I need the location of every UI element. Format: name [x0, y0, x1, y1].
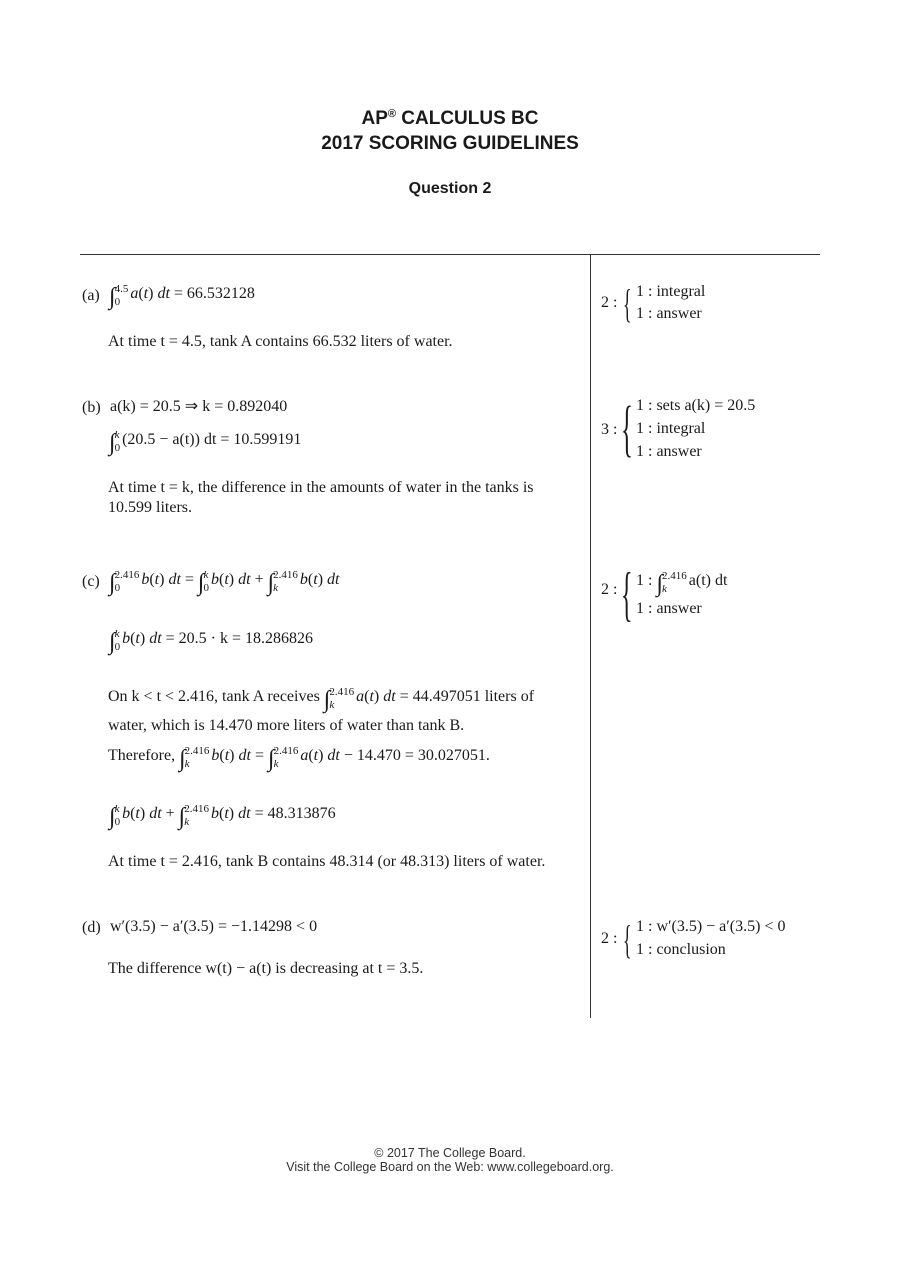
horizontal-divider	[80, 254, 820, 255]
score-c-points: 2 :	[601, 581, 618, 598]
score-d-item-2: 1 : conclusion	[636, 941, 726, 958]
website-line: Visit the College Board on the Web: www.collegeboard.org.	[286, 1160, 614, 1174]
part-b-label: (b)	[82, 399, 101, 416]
guideline-title	[0, 108, 900, 130]
part-c-statement: At time t = 2.416, tank B contains 48.314 (or 48.313) liters of water.	[108, 853, 546, 870]
upper-limit: k	[114, 429, 120, 441]
part-b-statement-line-1: At time t = k, the difference in the amounts of water in the tanks is	[108, 479, 534, 496]
part-d-equation: w′(3.5) − a′(3.5) = −1.14298 < 0	[110, 918, 318, 935]
lower-limit: k	[662, 583, 667, 595]
part-c-equation-1: ∫ 2.416 0 b(t) dt = ∫ k 0 b(t) dt + ∫ 2.416 k b(t) dt	[109, 569, 340, 596]
part-a-result: = 66.532128	[173, 285, 255, 302]
score-c-item-1-prefix: 1 :	[636, 572, 653, 589]
score-a-points: 2 :	[601, 294, 618, 311]
part-b-integral	[109, 429, 301, 455]
score-d-points: 2 :	[601, 930, 618, 947]
part-c-water-line: water, which is 14.470 more liters of water than tank B.	[108, 717, 465, 734]
integral-sign: ∫	[109, 430, 116, 456]
registered-mark: ®	[387, 108, 396, 120]
part-c-therefore-result: − 14.470 = 30.027051.	[343, 747, 490, 764]
score-b-item-2: 1 : integral	[636, 420, 706, 437]
score-b-item-3: 1 : answer	[636, 443, 702, 460]
title-course: CALCULUS BC	[396, 108, 539, 129]
title-ap: AP	[361, 108, 388, 129]
part-a-integral: ∫ 4.5 0 a(t) dt = 66.532128	[109, 283, 255, 310]
part-c-equation-2-result: = 20.5 · k = 18.286826	[165, 630, 314, 647]
part-c-receives-line: On k < t < 2.416, tank A receives ∫ 2.416 k a(t) dt = 44.497051 liters of	[108, 686, 535, 713]
lower-limit: 0	[114, 442, 121, 454]
part-c-therefore-line: Therefore, ∫ 2.416 k b(t) dt = ∫ 2.416 k a(t) dt − 14.470 = 30.027051.	[108, 745, 490, 772]
brace-icon: {	[623, 917, 632, 962]
part-b-equation-1: a(k) = 20.5 ⇒ k = 0.892040	[110, 398, 288, 415]
score-c-item-2: 1 : answer	[636, 600, 702, 617]
score-b-points: 3 :	[601, 421, 618, 438]
brace-icon: {	[621, 561, 633, 627]
score-c-item-1-body: a(t) dt	[688, 572, 728, 589]
upper-limit: 4.5	[114, 283, 129, 295]
part-c-therefore-word: Therefore,	[108, 747, 176, 764]
part-c-receives-result: = 44.497051 liters of	[399, 688, 535, 705]
part-d-label: (d)	[82, 919, 101, 936]
integral-sign: ∫	[109, 284, 116, 310]
part-c-receives-text: On k < t < 2.416, tank A receives	[108, 688, 320, 705]
brace-icon: {	[623, 281, 632, 326]
integral-limits	[115, 429, 121, 455]
part-b-integral-body: (20.5 − a(t)) dt = 10.599191	[122, 431, 302, 448]
score-d-item-1: 1 : w′(3.5) − a′(3.5) < 0	[636, 918, 786, 935]
question-number: Question 2	[408, 180, 492, 197]
score-c-item-1: 1 : ∫ 2.416 k a(t) dt	[636, 570, 728, 597]
guideline-subtitle: 2017 SCORING GUIDELINES	[321, 133, 579, 154]
part-c-sum-result: = 48.313876	[254, 805, 336, 822]
vertical-divider	[590, 254, 591, 1018]
score-a-item-2: 1 : answer	[636, 305, 702, 322]
part-c-label: (c)	[82, 573, 100, 590]
lower-limit: 0	[114, 296, 121, 308]
score-b-item-1: 1 : sets a(k) = 20.5	[636, 397, 756, 414]
part-b-statement-line-2: 10.599 liters.	[108, 499, 192, 516]
part-a-label: (a)	[82, 287, 100, 304]
part-a-statement: At time t = 4.5, tank A contains 66.532 liters of water.	[108, 333, 453, 350]
score-a-item-1: 1 : integral	[636, 283, 706, 300]
integrand: a	[130, 285, 139, 302]
part-c-sum-line: ∫ k 0 b(t) dt + ∫ 2.416 k b(t) dt = 48.313876	[109, 803, 336, 830]
copyright-line: © 2017 The College Board.	[374, 1146, 526, 1160]
integral-limits	[115, 283, 129, 309]
upper-limit: 2.416	[662, 570, 687, 582]
brace-icon: {	[621, 395, 633, 463]
part-d-statement: The difference w(t) − a(t) is decreasing at t = 3.5.	[108, 960, 424, 977]
part-c-equation-2: ∫ k 0 b(t) dt = 20.5 · k = 18.286826	[109, 628, 314, 655]
